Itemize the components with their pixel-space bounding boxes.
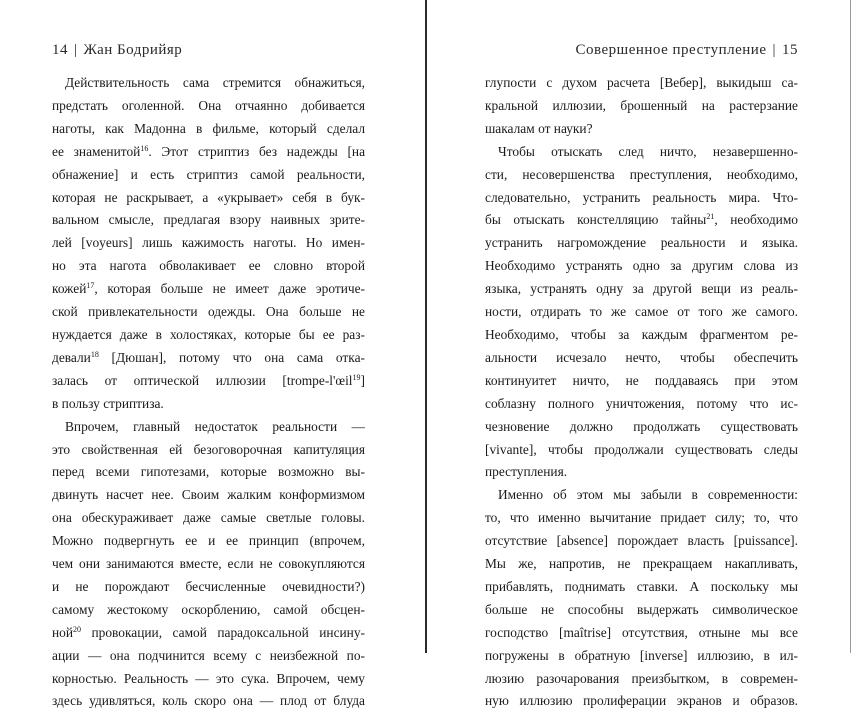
text-line: соблазну полного уничтожения, потому что ис-: [485, 395, 798, 411]
text-line: она обескураживает даже самые светлые головы.: [52, 510, 365, 526]
text-line: здесь удивляться, коль скоро она — плод от блуда: [52, 693, 365, 709]
text-line: ности, отдирать то же самое от того же самого.: [485, 304, 798, 320]
text-line: то, что именно вычитание придает силу; то, что: [485, 510, 798, 526]
text-line: ную иллюзию пролиферации экранов и образов.: [485, 693, 798, 709]
text-line: кожей$^{17}$, которая больше не имеет даже эротиче-: [52, 281, 365, 297]
text-line: корностью. Реальность — это сука. Впрочем, чему: [52, 670, 365, 686]
text-line: но эта нагота обволакивает ее словно второй: [52, 258, 365, 274]
text-line: следовательно, устранить реальность мира. Что-: [485, 189, 798, 205]
left-header-separator: |: [74, 42, 78, 58]
text-line: залась от оптической иллюзии [trompe-l'œil$^{19}$]: [52, 372, 365, 388]
text-line: Мы же, напротив, не прекращаем накапливать,: [485, 556, 798, 572]
left-header-author: Жан Бодрийяр: [83, 42, 183, 58]
text-line: Чтобы отыскать след ничто, незавершенно-: [498, 143, 798, 159]
text-line: ее знаменитой$^{16}$. Этот стриптиз без надежды [на: [52, 143, 365, 159]
left-running-head: [52, 41, 182, 59]
text-line: ской привлекательности одежды. Она больше не: [52, 304, 365, 320]
right-page-number: 15: [782, 42, 798, 58]
text-line: бы отыскать констелляцию тайны$^{21}$, необходимо: [485, 212, 798, 228]
text-line: ации — она подчинится всему с неизбежной по-: [52, 647, 365, 663]
text-line: Необходимо устранять одно за другим слова из: [485, 258, 798, 274]
text-line: господство [maîtrise] отсутствия, отныне мы все: [485, 624, 798, 640]
text-line: люзию разочарования преизбытком, в современ-: [485, 670, 798, 686]
text-line: чем они занимаются вместе, если не совокупляются: [52, 556, 365, 572]
text-line: двинуть насчет нее. Своим жалким конформизмом: [52, 487, 365, 503]
text-line: и не порождают бесчисленные очевидности?): [52, 578, 365, 594]
text-line: самому жестокому оскорблению, самой обсцен-: [52, 601, 365, 617]
text-line: шакалам от науки?: [485, 120, 593, 136]
right-header-separator: |: [772, 42, 776, 58]
text-line: наготы, как Мадонна в фильме, который сделал: [52, 120, 365, 136]
text-line: погружены в обратную [inverse] иллюзию, в ил-: [485, 647, 798, 663]
footnote-marker: 18: [90, 349, 99, 359]
text-line: Необходимо, чтобы за каждым фрагментом ре-: [485, 326, 798, 342]
text-line: в пользу стриптиза.: [52, 395, 164, 411]
text-line: нуждается даже в холостяках, которые бы ее раз-: [52, 326, 365, 342]
text-line: лей [voyeurs] лишь кажимость наготы. Но имен-: [52, 235, 365, 251]
footnote-marker: 16: [140, 143, 149, 153]
text-line: языка, устранять одну за другой вещи из реаль-: [485, 281, 798, 297]
footnote-marker: 19: [352, 372, 361, 382]
text-line: глупости с духом расчета [Вебер], выкидыш са-: [485, 75, 798, 90]
right-running-head: [576, 41, 798, 59]
text-line: Впрочем, главный недостаток реальности —: [65, 418, 365, 434]
text-line: предстать оголенной. Она отчаянно добивается: [52, 97, 365, 113]
text-line: прибавлять, поднимать ставки. А поскольку мы: [485, 578, 798, 594]
left-page-number: 14: [52, 42, 68, 58]
text-line: которая не раскрывает, а «укрывает» себя в бук-: [52, 189, 365, 205]
text-line: устранить нагромождение реальности и языка.: [485, 235, 798, 251]
text-line: преступления.: [485, 464, 568, 480]
right-header-title: Совершенное преступление: [575, 42, 767, 58]
text-line: континуитет ничто, не поддаваясь при этом: [485, 372, 798, 388]
left-page-body: [52, 72, 365, 713]
footnote-marker: 17: [86, 281, 95, 291]
page-gutter: [425, 0, 427, 653]
text-line: кральной иллюзии, брошенный на растерзание: [485, 97, 798, 113]
text-line: альности исчезало нечто, чтобы обеспечить: [485, 349, 798, 365]
text-line: больше не способны выдержать символическое: [485, 601, 798, 617]
footnote-marker: 20: [73, 624, 82, 634]
text-line: Можно подвергнуть ее и ее принцип (впрочем,: [52, 533, 365, 549]
text-line: сти, несовершенства преступления, необходимо,: [485, 166, 798, 182]
text-line: ной$^{20}$ провокации, самой парадоксальной инсину-: [52, 624, 365, 640]
text-line: [vivante], чтобы продолжали существовать следы: [485, 441, 798, 457]
right-page-body: [485, 72, 798, 713]
text-line: обнажение] и есть стриптиз самой реальности,: [52, 166, 365, 182]
text-line: это свойственная ей безоговорочная капитуляция: [52, 441, 365, 457]
text-line: отсутствие [absence] порождает власть [puissance].: [485, 533, 798, 549]
text-line: Именно об этом мы забыли в современности:: [498, 487, 798, 503]
text-line: перед всеми гипотезами, которые возможно вы-: [52, 464, 365, 480]
text-line: вальном смысле, предлагая взору наивных зрите-: [52, 212, 365, 228]
text-line: Действительность сама стремится обнажиться,: [65, 75, 365, 90]
footnote-marker: 21: [706, 212, 715, 222]
text-line: чезновение должно продолжать существовать: [485, 418, 798, 434]
text-line: девали$^{18}$ [Дюшан], потому что она сама отка-: [52, 349, 365, 365]
